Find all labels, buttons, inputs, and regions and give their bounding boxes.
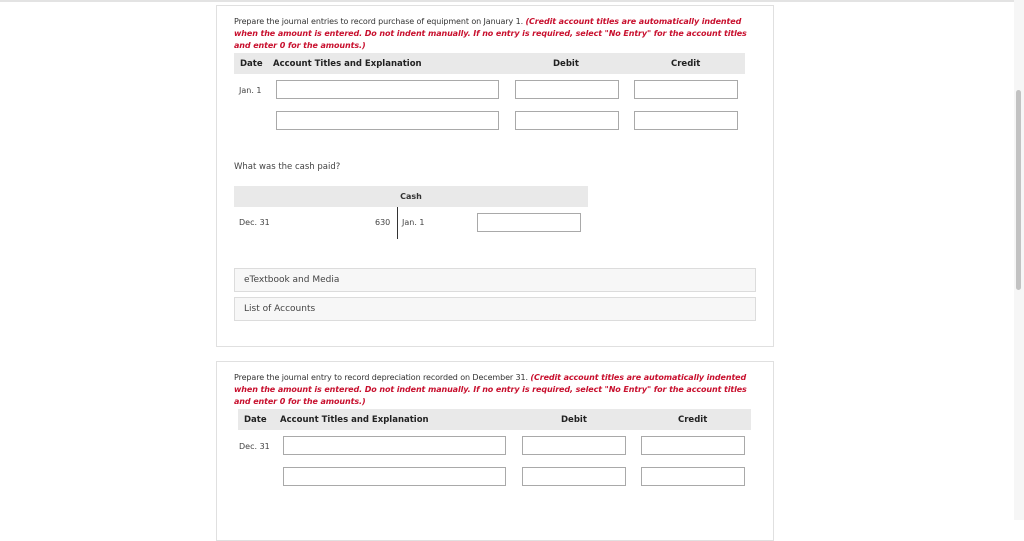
t-account-title: Cash (234, 186, 588, 207)
header-credit: Credit (678, 415, 708, 425)
credit-input[interactable] (634, 111, 738, 130)
header-date: Date (244, 415, 267, 425)
t-account-left-amount: 630 (375, 218, 391, 227)
cash-question: What was the cash paid? (234, 162, 341, 172)
list-of-accounts-link[interactable]: List of Accounts (234, 297, 756, 321)
prompt-instructions: (Credit account titles are automatically indented when the amount is entered. Do not indent manually. If no entry is required, select "No Entry" for the account titles and enter 0 for the amounts.) (234, 17, 747, 50)
credit-input[interactable] (641, 436, 745, 455)
t-account-divider (397, 207, 398, 239)
account-title-input[interactable] (283, 467, 506, 486)
account-title-input[interactable] (283, 436, 506, 455)
debit-input[interactable] (522, 436, 626, 455)
prompt-text: Prepare the journal entries to record purchase of equipment on January 1. (234, 17, 526, 26)
header-debit: Debit (561, 415, 587, 425)
entry-date: Dec. 31 (239, 442, 270, 451)
journal-header (238, 409, 751, 430)
account-title-input[interactable] (276, 111, 499, 130)
scrollbar-thumb[interactable] (1016, 90, 1021, 290)
etextbook-link[interactable]: eTextbook and Media (234, 268, 756, 292)
debit-input[interactable] (522, 467, 626, 486)
entry-date: Jan. 1 (239, 86, 262, 95)
debit-input[interactable] (515, 80, 619, 99)
prompt-text: Prepare the journal entry to record depreciation recorded on December 31. (234, 373, 531, 382)
header-account-titles: Account Titles and Explanation (280, 415, 429, 425)
credit-input[interactable] (641, 467, 745, 486)
header-debit: Debit (553, 59, 579, 69)
t-account-right-date: Jan. 1 (402, 218, 425, 227)
question-1-prompt (234, 16, 762, 52)
t-account-left-date: Dec. 31 (239, 218, 270, 227)
header-date: Date (240, 59, 263, 69)
debit-input[interactable] (515, 111, 619, 130)
question-card-2 (216, 361, 774, 541)
credit-input[interactable] (634, 80, 738, 99)
cash-paid-input[interactable] (477, 213, 581, 232)
question-card-1 (216, 5, 774, 347)
account-title-input[interactable] (276, 80, 499, 99)
question-2-prompt (234, 372, 762, 408)
header-credit: Credit (671, 59, 701, 69)
prompt-instructions: (Credit account titles are automatically indented when the amount is entered. Do not indent manually. If no entry is required, select "No Entry" for the account titles and enter 0 for the amounts.) (234, 373, 747, 406)
journal-header (234, 53, 745, 74)
top-divider (0, 0, 1024, 2)
header-account-titles: Account Titles and Explanation (273, 59, 422, 69)
